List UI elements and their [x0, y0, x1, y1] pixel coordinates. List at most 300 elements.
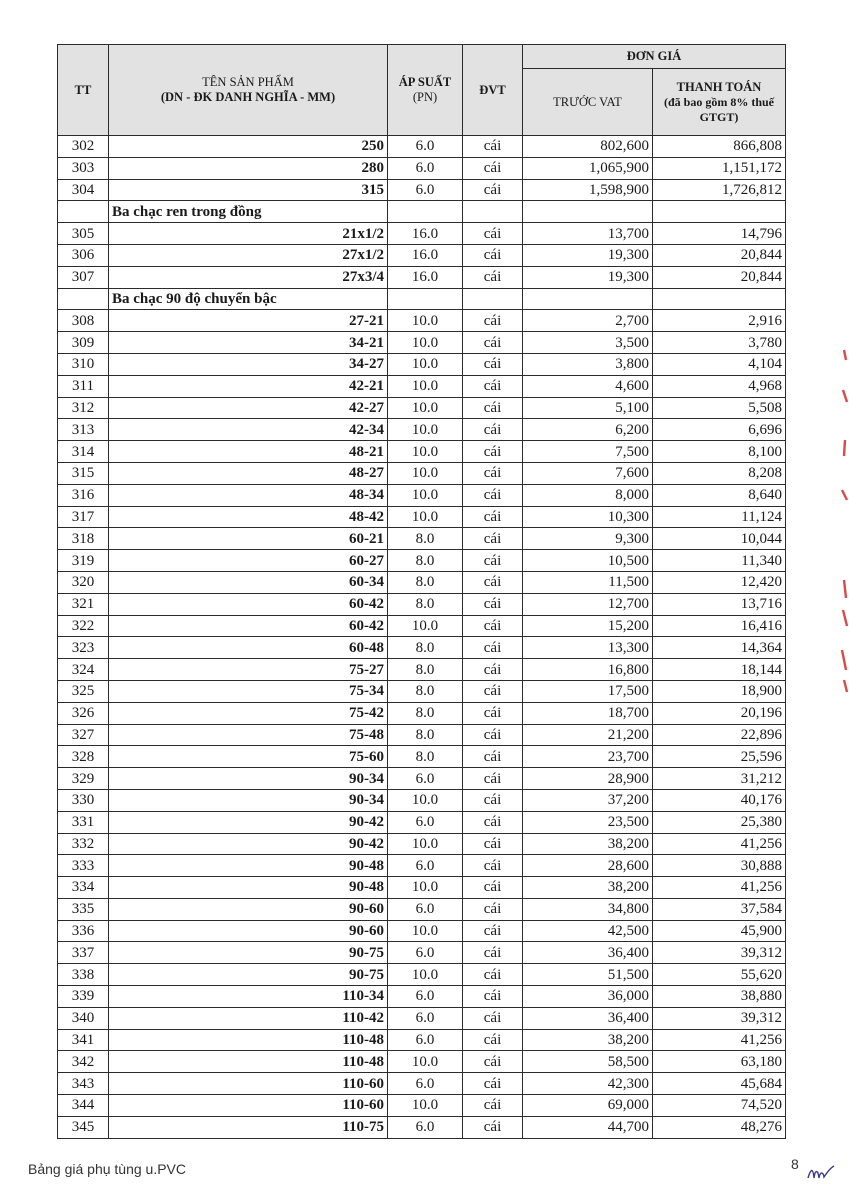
- table-row: [58, 593, 786, 615]
- group-payment-cell: [653, 201, 786, 223]
- price-payment: 14,796: [653, 223, 786, 245]
- price-before-vat: 18,700: [523, 702, 653, 724]
- unit-value: cái: [463, 528, 523, 550]
- unit-value: cái: [463, 986, 523, 1008]
- unit-value: cái: [463, 768, 523, 790]
- table-row: [58, 680, 786, 702]
- row-number: 328: [58, 746, 109, 768]
- unit-value: cái: [463, 1007, 523, 1029]
- table-row: [58, 506, 786, 528]
- unit-value: cái: [463, 680, 523, 702]
- pressure-value: 16.0: [388, 223, 463, 245]
- price-before-vat: 38,200: [523, 877, 653, 899]
- unit-value: cái: [463, 419, 523, 441]
- pressure-value: 10.0: [388, 484, 463, 506]
- table-row: [58, 419, 786, 441]
- table-row: [58, 1073, 786, 1095]
- product-size: 90-42: [109, 811, 388, 833]
- unit-value: cái: [463, 833, 523, 855]
- price-before-vat: 28,900: [523, 768, 653, 790]
- unit-value: cái: [463, 550, 523, 572]
- col-header-unit: ĐVT: [463, 45, 523, 136]
- price-before-vat: 7,500: [523, 441, 653, 463]
- price-payment: 1,151,172: [653, 157, 786, 179]
- price-payment: 30,888: [653, 855, 786, 877]
- pressure-value: 10.0: [388, 397, 463, 419]
- col-header-product-name-line2: (DN - ĐK DANH NGHĨA - MM): [160, 90, 336, 104]
- price-payment: 3,780: [653, 332, 786, 354]
- col-header-product-name-line1: TÊN SẢN PHẨM: [202, 75, 294, 89]
- unit-value: cái: [463, 462, 523, 484]
- product-size: 75-34: [109, 680, 388, 702]
- product-size: 60-34: [109, 571, 388, 593]
- product-size: 90-75: [109, 942, 388, 964]
- price-payment: 25,380: [653, 811, 786, 833]
- price-payment: 45,900: [653, 920, 786, 942]
- pressure-value: 10.0: [388, 332, 463, 354]
- row-number: 304: [58, 179, 109, 201]
- unit-value: cái: [463, 136, 523, 158]
- table-row: [58, 244, 786, 266]
- pressure-value: 8.0: [388, 571, 463, 593]
- unit-value: cái: [463, 593, 523, 615]
- unit-value: cái: [463, 789, 523, 811]
- pressure-value: 8.0: [388, 702, 463, 724]
- table-row: [58, 702, 786, 724]
- table-row: [58, 768, 786, 790]
- table-row: [58, 223, 786, 245]
- table-row: [58, 637, 786, 659]
- group-name: Ba chạc 90 độ chuyển bậc: [109, 288, 388, 310]
- unit-value: cái: [463, 877, 523, 899]
- pressure-value: 6.0: [388, 811, 463, 833]
- row-number: 315: [58, 462, 109, 484]
- price-before-vat: 38,200: [523, 1029, 653, 1051]
- unit-value: cái: [463, 659, 523, 681]
- group-payment-cell: [653, 288, 786, 310]
- price-before-vat: 13,700: [523, 223, 653, 245]
- price-before-vat: 5,100: [523, 397, 653, 419]
- pressure-value: 6.0: [388, 986, 463, 1008]
- price-before-vat: 7,600: [523, 462, 653, 484]
- unit-value: cái: [463, 353, 523, 375]
- price-payment: 11,340: [653, 550, 786, 572]
- price-payment: 40,176: [653, 789, 786, 811]
- price-before-vat: 10,300: [523, 506, 653, 528]
- product-size: 90-34: [109, 768, 388, 790]
- product-size: 75-60: [109, 746, 388, 768]
- pressure-value: 10.0: [388, 920, 463, 942]
- product-size: 48-27: [109, 462, 388, 484]
- row-number: 313: [58, 419, 109, 441]
- table-row: [58, 310, 786, 332]
- price-table: [57, 44, 786, 1139]
- product-size: 90-48: [109, 855, 388, 877]
- product-size: 42-27: [109, 397, 388, 419]
- price-payment: 22,896: [653, 724, 786, 746]
- table-row: [58, 746, 786, 768]
- price-before-vat: 19,300: [523, 266, 653, 288]
- table-row: [58, 833, 786, 855]
- row-number: 319: [58, 550, 109, 572]
- row-number: 325: [58, 680, 109, 702]
- row-number: 316: [58, 484, 109, 506]
- table-row: [58, 136, 786, 158]
- row-number: 305: [58, 223, 109, 245]
- product-size: 60-42: [109, 593, 388, 615]
- price-payment: 14,364: [653, 637, 786, 659]
- price-payment: 25,596: [653, 746, 786, 768]
- price-before-vat: 42,500: [523, 920, 653, 942]
- unit-value: cái: [463, 244, 523, 266]
- group-pn-cell: [388, 288, 463, 310]
- unit-value: cái: [463, 1029, 523, 1051]
- price-payment: 866,808: [653, 136, 786, 158]
- product-size: 110-48: [109, 1051, 388, 1073]
- col-header-before-vat: TRƯỚC VAT: [523, 69, 653, 136]
- row-number: 338: [58, 964, 109, 986]
- pressure-value: 6.0: [388, 179, 463, 201]
- unit-value: cái: [463, 855, 523, 877]
- col-header-pressure-line1: ÁP SUẤT: [398, 75, 452, 89]
- table-row: [58, 855, 786, 877]
- pressure-value: 10.0: [388, 310, 463, 332]
- price-before-vat: 23,500: [523, 811, 653, 833]
- col-header-tt: TT: [58, 45, 109, 136]
- product-size: 60-21: [109, 528, 388, 550]
- row-number: 334: [58, 877, 109, 899]
- row-number: 330: [58, 789, 109, 811]
- table-row: [58, 353, 786, 375]
- pressure-value: 10.0: [388, 1095, 463, 1117]
- table-row: [58, 811, 786, 833]
- product-size: 42-21: [109, 375, 388, 397]
- pressure-value: 6.0: [388, 855, 463, 877]
- table-row: [58, 615, 786, 637]
- row-number: 326: [58, 702, 109, 724]
- pressure-value: 8.0: [388, 550, 463, 572]
- product-size: 34-27: [109, 353, 388, 375]
- pressure-value: 8.0: [388, 593, 463, 615]
- price-before-vat: 58,500: [523, 1051, 653, 1073]
- price-before-vat: 36,400: [523, 942, 653, 964]
- pressure-value: 10.0: [388, 462, 463, 484]
- product-size: 110-34: [109, 986, 388, 1008]
- table-row: [58, 1029, 786, 1051]
- product-size: 75-48: [109, 724, 388, 746]
- unit-value: cái: [463, 223, 523, 245]
- price-payment: 74,520: [653, 1095, 786, 1117]
- product-size: 75-42: [109, 702, 388, 724]
- row-number: 307: [58, 266, 109, 288]
- group-before-vat-cell: [523, 288, 653, 310]
- row-number: 306: [58, 244, 109, 266]
- price-payment: 37,584: [653, 898, 786, 920]
- product-size: 90-48: [109, 877, 388, 899]
- price-payment: 45,684: [653, 1073, 786, 1095]
- price-before-vat: 11,500: [523, 571, 653, 593]
- table-row: [58, 157, 786, 179]
- row-number: 337: [58, 942, 109, 964]
- table-row: [58, 484, 786, 506]
- table-row: [58, 1095, 786, 1117]
- row-number: 335: [58, 898, 109, 920]
- pressure-value: 6.0: [388, 1116, 463, 1138]
- unit-value: cái: [463, 724, 523, 746]
- row-number: 344: [58, 1095, 109, 1117]
- unit-value: cái: [463, 179, 523, 201]
- row-number: 336: [58, 920, 109, 942]
- group-before-vat-cell: [523, 201, 653, 223]
- unit-value: cái: [463, 506, 523, 528]
- pressure-value: 8.0: [388, 746, 463, 768]
- product-size: 42-34: [109, 419, 388, 441]
- unit-value: cái: [463, 441, 523, 463]
- pressure-value: 10.0: [388, 964, 463, 986]
- unit-value: cái: [463, 811, 523, 833]
- table-row: [58, 1007, 786, 1029]
- product-size: 27x3/4: [109, 266, 388, 288]
- price-before-vat: 9,300: [523, 528, 653, 550]
- unit-value: cái: [463, 571, 523, 593]
- unit-value: cái: [463, 332, 523, 354]
- price-payment: 38,880: [653, 986, 786, 1008]
- col-header-payment-line1: THANH TOÁN: [676, 79, 762, 94]
- col-header-payment-line2: (đã bao gồm 8% thuế GTGT): [663, 94, 774, 124]
- product-size: 250: [109, 136, 388, 158]
- pressure-value: 6.0: [388, 942, 463, 964]
- price-payment: 20,196: [653, 702, 786, 724]
- price-payment: 20,844: [653, 244, 786, 266]
- pressure-value: 10.0: [388, 615, 463, 637]
- row-number: 329: [58, 768, 109, 790]
- price-payment: 1,726,812: [653, 179, 786, 201]
- pressure-value: 10.0: [388, 833, 463, 855]
- product-size: 60-27: [109, 550, 388, 572]
- price-payment: 10,044: [653, 528, 786, 550]
- col-header-unit-price: ĐƠN GIÁ: [523, 45, 786, 69]
- row-number: 343: [58, 1073, 109, 1095]
- price-payment: 8,640: [653, 484, 786, 506]
- price-payment: 20,844: [653, 266, 786, 288]
- price-before-vat: 23,700: [523, 746, 653, 768]
- price-before-vat: 69,000: [523, 1095, 653, 1117]
- row-number: 303: [58, 157, 109, 179]
- group-row: [58, 288, 786, 310]
- row-number: 309: [58, 332, 109, 354]
- group-unit-cell: [463, 201, 523, 223]
- price-payment: 55,620: [653, 964, 786, 986]
- price-payment: 41,256: [653, 1029, 786, 1051]
- unit-value: cái: [463, 375, 523, 397]
- pressure-value: 8.0: [388, 680, 463, 702]
- product-size: 90-60: [109, 898, 388, 920]
- unit-value: cái: [463, 898, 523, 920]
- price-before-vat: 802,600: [523, 136, 653, 158]
- price-payment: 2,916: [653, 310, 786, 332]
- unit-value: cái: [463, 157, 523, 179]
- product-size: 315: [109, 179, 388, 201]
- price-payment: 8,100: [653, 441, 786, 463]
- row-number: 324: [58, 659, 109, 681]
- product-size: 34-21: [109, 332, 388, 354]
- pressure-value: 16.0: [388, 244, 463, 266]
- table-row: [58, 462, 786, 484]
- pressure-value: 8.0: [388, 637, 463, 659]
- signature-mark: [806, 1162, 836, 1186]
- group-pn-cell: [388, 201, 463, 223]
- footer-title: Bảng giá phụ tùng u.PVC: [28, 1161, 187, 1177]
- pressure-value: 16.0: [388, 266, 463, 288]
- row-number: 332: [58, 833, 109, 855]
- pressure-value: 8.0: [388, 724, 463, 746]
- row-number: 341: [58, 1029, 109, 1051]
- price-payment: 16,416: [653, 615, 786, 637]
- product-size: 90-42: [109, 833, 388, 855]
- row-number: 327: [58, 724, 109, 746]
- row-number: 333: [58, 855, 109, 877]
- product-size: 280: [109, 157, 388, 179]
- product-size: 27-21: [109, 310, 388, 332]
- row-number: 311: [58, 375, 109, 397]
- unit-value: cái: [463, 746, 523, 768]
- edge-stamp-marks: [836, 330, 849, 730]
- pressure-value: 10.0: [388, 506, 463, 528]
- price-payment: 4,104: [653, 353, 786, 375]
- row-number: 318: [58, 528, 109, 550]
- pressure-value: 6.0: [388, 1073, 463, 1095]
- price-payment: 13,716: [653, 593, 786, 615]
- pressure-value: 6.0: [388, 898, 463, 920]
- product-size: 48-42: [109, 506, 388, 528]
- price-payment: 39,312: [653, 1007, 786, 1029]
- table-row: [58, 964, 786, 986]
- pressure-value: 6.0: [388, 157, 463, 179]
- price-before-vat: 34,800: [523, 898, 653, 920]
- price-before-vat: 17,500: [523, 680, 653, 702]
- table-row: [58, 942, 786, 964]
- pressure-value: 6.0: [388, 1007, 463, 1029]
- product-size: 110-75: [109, 1116, 388, 1138]
- pressure-value: 6.0: [388, 768, 463, 790]
- product-size: 110-60: [109, 1095, 388, 1117]
- row-number: 314: [58, 441, 109, 463]
- row-number: 302: [58, 136, 109, 158]
- table-row: [58, 920, 786, 942]
- price-before-vat: 19,300: [523, 244, 653, 266]
- unit-value: cái: [463, 615, 523, 637]
- unit-value: cái: [463, 637, 523, 659]
- page-number: 8: [791, 1156, 799, 1172]
- price-payment: 5,508: [653, 397, 786, 419]
- table-row: [58, 550, 786, 572]
- price-payment: 12,420: [653, 571, 786, 593]
- price-payment: 39,312: [653, 942, 786, 964]
- table-row: [58, 571, 786, 593]
- table-row: [58, 659, 786, 681]
- price-before-vat: 36,000: [523, 986, 653, 1008]
- row-number: 321: [58, 593, 109, 615]
- group-name: Ba chạc ren trong đồng: [109, 201, 388, 223]
- group-row: [58, 201, 786, 223]
- row-number: 342: [58, 1051, 109, 1073]
- product-size: 60-48: [109, 637, 388, 659]
- price-before-vat: 4,600: [523, 375, 653, 397]
- product-size: 21x1/2: [109, 223, 388, 245]
- table-row: [58, 789, 786, 811]
- price-payment: 11,124: [653, 506, 786, 528]
- unit-value: cái: [463, 964, 523, 986]
- price-before-vat: 42,300: [523, 1073, 653, 1095]
- row-number: 322: [58, 615, 109, 637]
- table-row: [58, 397, 786, 419]
- product-size: 60-42: [109, 615, 388, 637]
- price-before-vat: 38,200: [523, 833, 653, 855]
- pressure-value: 10.0: [388, 375, 463, 397]
- price-before-vat: 3,500: [523, 332, 653, 354]
- product-size: 48-34: [109, 484, 388, 506]
- price-before-vat: 13,300: [523, 637, 653, 659]
- table-row: [58, 898, 786, 920]
- table-row: [58, 986, 786, 1008]
- table-row: [58, 332, 786, 354]
- unit-value: cái: [463, 942, 523, 964]
- unit-value: cái: [463, 1073, 523, 1095]
- price-before-vat: 37,200: [523, 789, 653, 811]
- price-payment: 6,696: [653, 419, 786, 441]
- table-header: [58, 45, 786, 136]
- price-payment: 4,968: [653, 375, 786, 397]
- product-size: 110-42: [109, 1007, 388, 1029]
- price-before-vat: 1,065,900: [523, 157, 653, 179]
- price-before-vat: 28,600: [523, 855, 653, 877]
- pressure-value: 6.0: [388, 1029, 463, 1051]
- pressure-value: 8.0: [388, 528, 463, 550]
- product-size: 75-27: [109, 659, 388, 681]
- unit-value: cái: [463, 266, 523, 288]
- price-before-vat: 6,200: [523, 419, 653, 441]
- price-before-vat: 3,800: [523, 353, 653, 375]
- pressure-value: 10.0: [388, 877, 463, 899]
- price-payment: 48,276: [653, 1116, 786, 1138]
- price-before-vat: 21,200: [523, 724, 653, 746]
- unit-value: cái: [463, 397, 523, 419]
- price-before-vat: 44,700: [523, 1116, 653, 1138]
- pressure-value: 10.0: [388, 789, 463, 811]
- unit-value: cái: [463, 1116, 523, 1138]
- price-payment: 41,256: [653, 833, 786, 855]
- price-before-vat: 51,500: [523, 964, 653, 986]
- price-before-vat: 8,000: [523, 484, 653, 506]
- unit-value: cái: [463, 702, 523, 724]
- col-header-pressure-line2: (PN): [412, 90, 438, 104]
- row-number: 340: [58, 1007, 109, 1029]
- price-payment: 63,180: [653, 1051, 786, 1073]
- unit-value: cái: [463, 1051, 523, 1073]
- price-before-vat: 12,700: [523, 593, 653, 615]
- unit-value: cái: [463, 1095, 523, 1117]
- price-payment: 18,900: [653, 680, 786, 702]
- unit-value: cái: [463, 484, 523, 506]
- table-row: [58, 266, 786, 288]
- row-number: 308: [58, 310, 109, 332]
- col-header-pressure: [388, 45, 463, 136]
- product-size: 90-34: [109, 789, 388, 811]
- unit-value: cái: [463, 310, 523, 332]
- product-size: 90-60: [109, 920, 388, 942]
- row-number: 312: [58, 397, 109, 419]
- row-number: 310: [58, 353, 109, 375]
